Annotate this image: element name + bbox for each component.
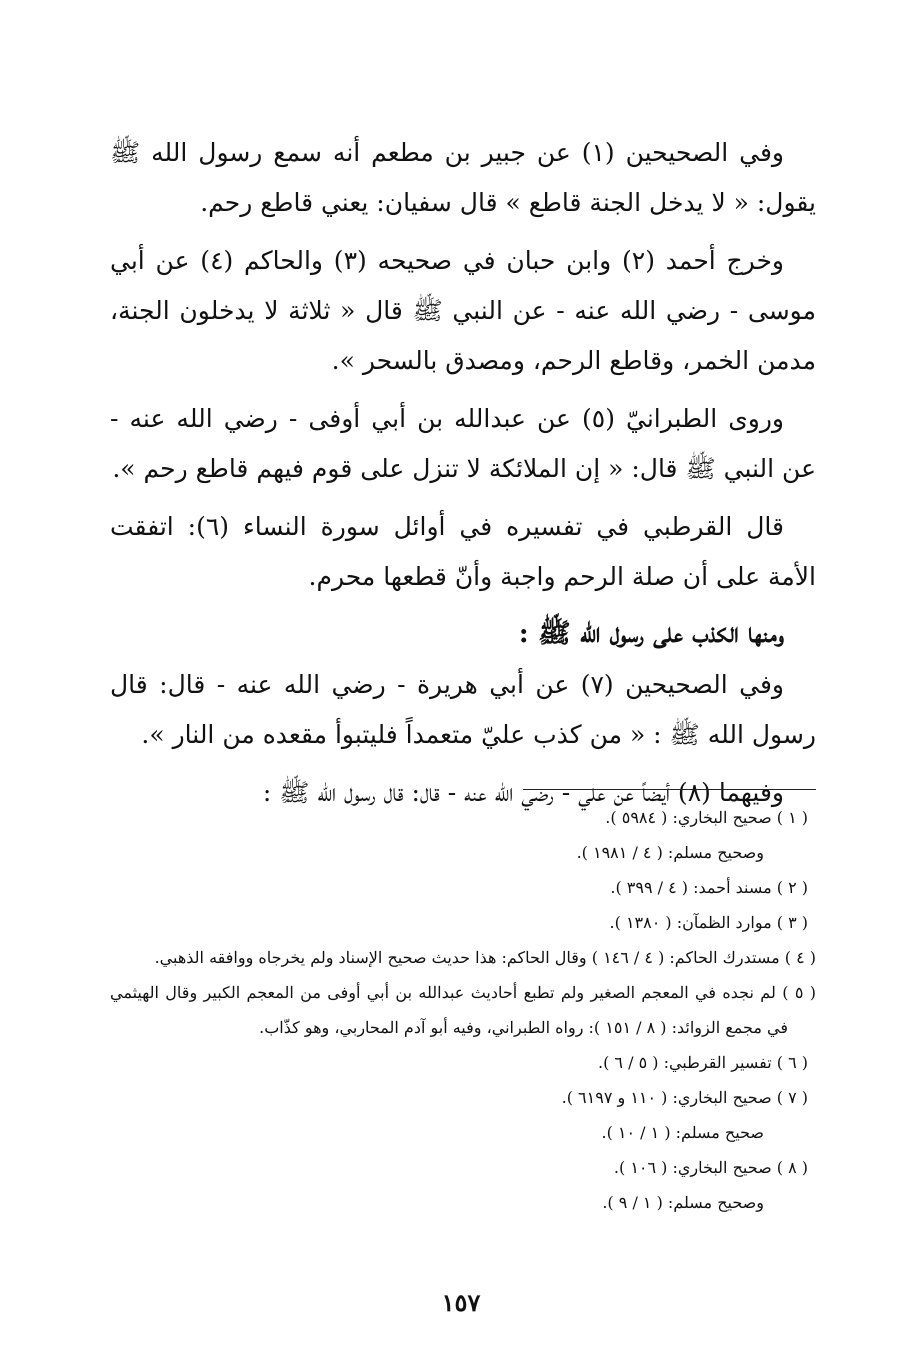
footnote-line: ( ٨ ) صحيح البخاري: ( ١٠٦ ). [613, 1158, 808, 1177]
footnote-line: ( ٣ ) موارد الظمآن: ( ١٣٨٠ ). [609, 913, 808, 932]
paragraph-2: وخرج أحمد (٢) وابن حبان في صحيحه (٣) والحاكم (٤) عن أبي موسى - رضي الله عنه - عن النبي ﷺ قال « ثلاثة لا يدخلون الجنة، مدمن الخمر، وقاطع الرحم، ومصدق بالسحر ». [110, 246, 816, 375]
paragraph-4: قال القرطبي في تفسيره في أوائل سورة النساء (٦): اتفقت الأمة على أن صلة الرحم واجبة وأنّ قطعها محرم. [110, 512, 816, 591]
footnote-line: وصحيح مسلم: ( ١ / ٩ ). [602, 1193, 764, 1212]
paragraph-5: وفي الصحيحين (٧) عن أبي هريرة - رضي الله عنه - قال: قال رسول الله ﷺ : « من كذب عليّ متعمداً فليتبوأ مقعده من النار ». [110, 670, 816, 749]
footnote-line: ( ٧ ) صحيح البخاري: ( ١١٠ و ٦١٩٧ ). [561, 1088, 808, 1107]
paragraph-3: وروى الطبرانيّ (٥) عن عبدالله بن أبي أوفى - رضي الله عنه - عن النبي ﷺ قال: « إن الملائكة لا تنزل على قوم فيهم قاطع رحم ». [110, 404, 816, 483]
section-heading: ومنها الكذب على رسول الله ﷺ : [518, 618, 784, 649]
paragraph-6: وفيهما (٨) أيضاً عن علي - رضي الله عنه - قال: قال رسول الله ﷺ : [262, 778, 784, 807]
footnote-line: وصحيح مسلم: ( ٤ / ١٩٨١ ). [576, 843, 764, 862]
page-number: ١٥٧ [441, 1288, 481, 1317]
footnote-line: ( ٥ ) لم نجده في المعجم الصغير ولم تطبع أحاديث عبدالله بن أبي أوفى من المعجم الكبير وقال الهيثمي في مجمع الزوائد: ( ٨ / ١٥١ ): رواه الطبراني، وفيه أبو آدم المحاربي، وهو كذّاب. [110, 983, 817, 1037]
footnote-line: ( ٤ ) مستدرك الحاكم: ( ٤ / ١٤٦ ) وقال الحاكم: هذا حديث صحيح الإسناد ولم يخرجاه ووافقه الذهبي. [154, 948, 816, 967]
footnote-divider [523, 789, 816, 790]
footnote-line: ( ٢ ) مسند أحمد: ( ٤ / ٣٩٩ ). [610, 878, 808, 897]
footnote-line: ( ١ ) صحيح البخاري: ( ٥٩٨٤ ). [605, 808, 808, 827]
footnotes [110, 800, 816, 1220]
paragraph-1: وفي الصحيحين (١) عن جبير بن مطعم أنه سمع رسول الله ﷺ يقول: « لا يدخل الجنة قاطع » قال سفيان: يعني قاطع رحم. [110, 138, 816, 217]
footnote-line: ( ٦ ) تفسير القرطبي: ( ٥ / ٦ ). [597, 1053, 808, 1072]
main-text [110, 128, 816, 826]
footnote-line: صحيح مسلم: ( ١ / ١٠ ). [601, 1123, 764, 1142]
